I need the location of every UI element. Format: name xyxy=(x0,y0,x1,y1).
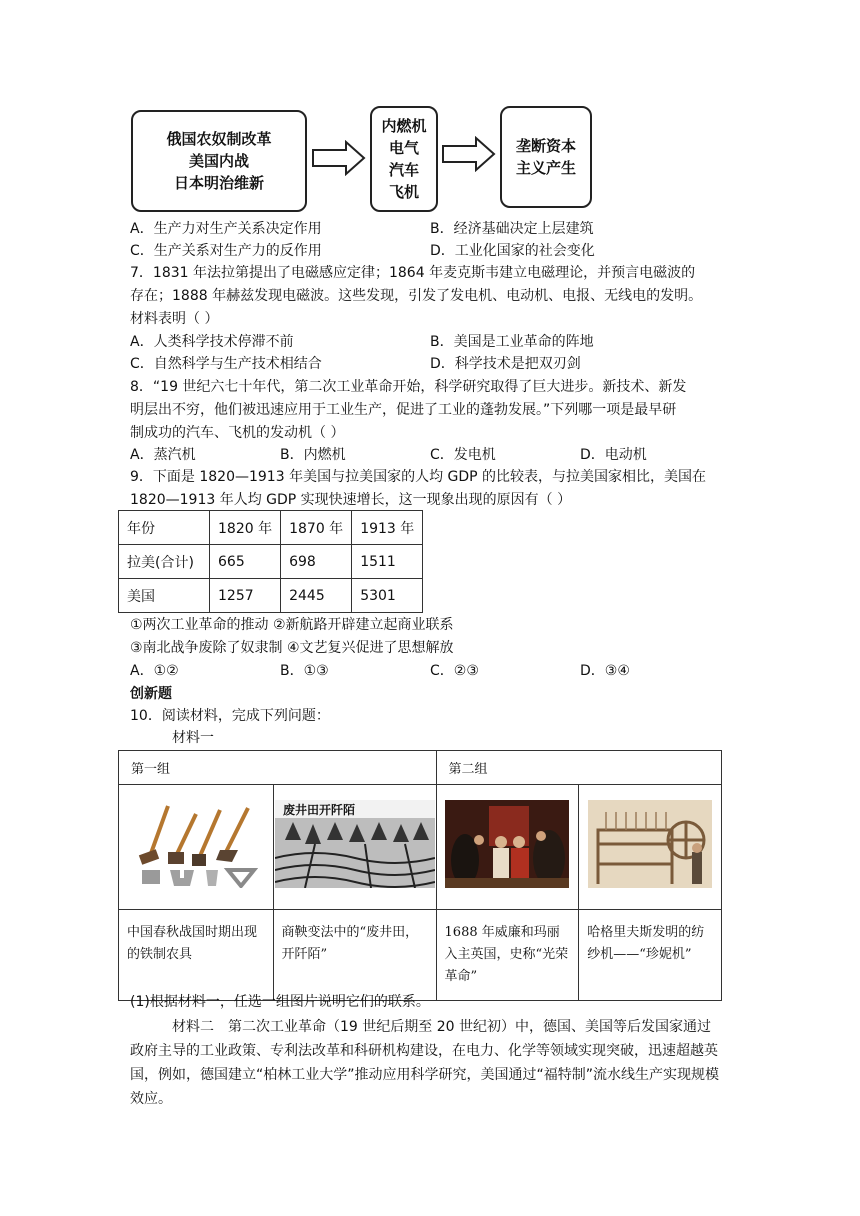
material-one-label: 材料一 xyxy=(172,730,214,746)
flow-box-reforms xyxy=(131,110,307,212)
q10-question-1: (1)根据材料一，任选一组图片说明它们的联系。 xyxy=(130,994,430,1010)
table-cell: 5301 xyxy=(352,579,423,613)
table-cell: 1257 xyxy=(210,579,281,613)
table-row xyxy=(119,910,722,1001)
flow-box-technology xyxy=(370,106,438,212)
table-cell: 1870 年 xyxy=(281,511,352,545)
table-cell: 美国 xyxy=(119,579,210,613)
q7-option-a: A．人类科学技术停滞不前 xyxy=(130,334,294,350)
q7-option-c: C．自然科学与生产技术相结合 xyxy=(130,356,322,372)
picture-caption: 商鞅变法中的“废井田，开阡陌” xyxy=(273,910,436,1001)
picture-cell xyxy=(273,785,436,910)
q8-option-c: C．发电机 xyxy=(430,447,496,463)
flow-text: 日本明治维新 xyxy=(173,174,264,192)
q6-option-c: C．生产关系对生产力的反作用 xyxy=(130,243,322,259)
q7-option-b: B．美国是工业革命的阵地 xyxy=(430,334,594,350)
q7-stem-line: 材料表明（ ） xyxy=(130,311,219,327)
group-one-header: 第一组 xyxy=(119,751,437,785)
material-one-table xyxy=(118,750,722,1001)
q6-option-d: D．工业化国家的社会变化 xyxy=(430,243,595,259)
q8-stem-line: 明层出不穷，他们被迅速应用于工业生产，促进了工业的蓬勃发展。”下列哪一项是最早研 xyxy=(130,402,677,418)
q8-stem-line: 8．“19 世纪六七十年代，第二次工业革命开始，科学研究取得了巨大进步。新技术、新发 xyxy=(130,379,687,395)
q9-option-c: C．②③ xyxy=(430,663,479,679)
picture-cell xyxy=(579,785,722,910)
q9-stem-line: 9．下面是 1820—1913 年美国与拉美国家的人均 GDP 的比较表，与拉美国家相比，美国在 xyxy=(130,469,707,485)
hollow-right-arrow-icon xyxy=(442,136,496,172)
table-row xyxy=(119,751,722,785)
q10-intro: 10．阅读材料，完成下列问题： xyxy=(130,708,330,724)
picture-caption: 哈格里夫斯发明的纺纱机——“珍妮机” xyxy=(579,910,722,1001)
q8-option-d: D．电动机 xyxy=(580,447,647,463)
table-row xyxy=(119,545,423,579)
table-cell: 1820 年 xyxy=(210,511,281,545)
picture-cell xyxy=(436,785,579,910)
flow-text: 主义产生 xyxy=(515,159,576,177)
table-row xyxy=(119,785,722,910)
flow-text: 飞机 xyxy=(388,183,419,201)
table-row xyxy=(119,511,423,545)
q9-stem-line: 1820—1913 年人均 GDP 实现快速增长，这一现象出现的原因有（ ） xyxy=(130,492,572,508)
picture-caption: 1688 年威廉和玛丽入主英国，史称“光荣革命” xyxy=(436,910,579,1001)
q9-option-d: D．③④ xyxy=(580,663,630,679)
table-row xyxy=(119,579,423,613)
table-cell: 2445 xyxy=(281,579,352,613)
flow-text: 俄国农奴制改革 xyxy=(166,130,272,148)
picture-cell xyxy=(119,785,274,910)
q8-stem-line: 制成功的汽车、飞机的发动机（ ） xyxy=(130,425,345,441)
material-two-paragraph: 材料二 第二次工业革命（19 世纪后期至 20 世纪初）中，德国、美国等后发国家通过政府主导的工业政策、专利法改革和科研机构建设，在电力、化学等领域实现突破，迅速超越英国，例如，德国建立“柏林工业大学”推动应用科学研究，美国通过“福特制”流水线生产实现规模效应。 xyxy=(130,1019,720,1107)
q9-option-b: B．①③ xyxy=(280,663,329,679)
q9-statement-line: ③南北战争废除了奴隶制 ④文艺复兴促进了思想解放 xyxy=(130,640,454,656)
picture-label: 废井田开阡陌 xyxy=(282,803,355,817)
woodcut-fields-icon xyxy=(275,800,435,888)
flow-text: 内燃机 xyxy=(381,117,427,135)
picture-caption: 中国春秋战国时期出现的铁制农具 xyxy=(119,910,274,1001)
flow-text: 美国内战 xyxy=(188,152,249,170)
group-two-header: 第二组 xyxy=(436,751,721,785)
flow-box-monopoly xyxy=(500,106,592,208)
q9-statement-line: ①两次工业革命的推动 ②新航路开辟建立起商业联系 xyxy=(130,617,454,633)
table-cell: 拉美(合计) xyxy=(119,545,210,579)
q8-option-b: B．内燃机 xyxy=(280,447,346,463)
hollow-right-arrow-icon xyxy=(312,140,366,176)
section-heading: 创新题 xyxy=(130,686,172,702)
q6-option-b: B．经济基础决定上层建筑 xyxy=(430,221,594,237)
gdp-table xyxy=(118,510,423,613)
q6-option-a: A．生产力对生产关系决定作用 xyxy=(130,221,322,237)
table-cell: 665 xyxy=(210,545,281,579)
flow-text: 电气 xyxy=(388,139,419,157)
q8-option-a: A．蒸汽机 xyxy=(130,447,196,463)
table-cell: 1511 xyxy=(352,545,423,579)
table-cell: 698 xyxy=(281,545,352,579)
spinning-jenny-icon xyxy=(588,800,712,888)
flow-text: 汽车 xyxy=(388,161,419,179)
table-cell: 1913 年 xyxy=(352,511,423,545)
q7-stem-line: 存在；1888 年赫兹发现电磁波。这些发现，引发了发电机、电动机、电报、无线电的发明。 xyxy=(130,288,703,304)
table-cell: 年份 xyxy=(119,511,210,545)
flow-text: 垄断资本 xyxy=(515,137,576,155)
q7-option-d: D．科学技术是把双刃剑 xyxy=(430,356,581,372)
glorious-revolution-painting-icon xyxy=(445,800,569,888)
q9-option-a: A．①② xyxy=(130,663,179,679)
q7-stem-line: 7．1831 年法拉第提出了电磁感应定律；1864 年麦克斯韦建立电磁理论，并预言电磁波的 xyxy=(130,265,696,281)
iron-farm-tools-icon xyxy=(134,800,258,888)
